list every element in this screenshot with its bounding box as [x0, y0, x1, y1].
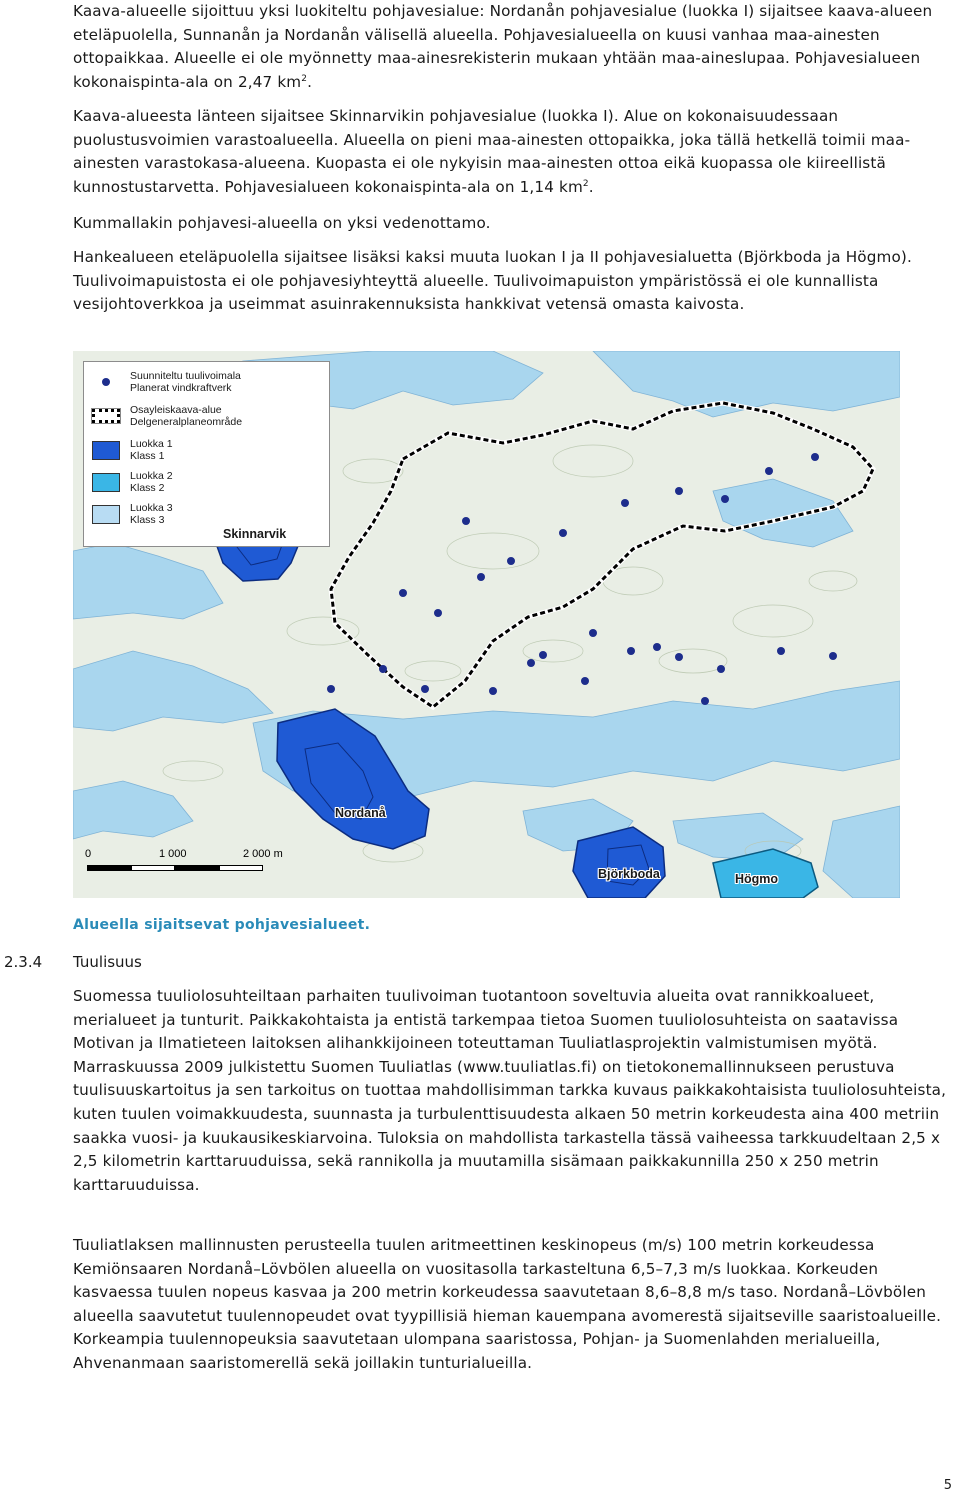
paragraph-nordana-groundwater: Kaava-alueelle sijoittuu yksi luokiteltu pohjavesialue: Nordanån pohjavesialue (luokka I) sijaitsee kaava-alueen eteläpuolella, Sunnanån ja Nordanån välisellä alueella. Pohjavesialueella on kuusi vanhaa maa-ainesten ottopaikkaa. Alueelle ei ole myönnetty maa-ainesrekisterin mukaan yhtään maa-aineslupaa. Pohjavesialueen kokonaispinta-ala on 2,47 $km^2$.: [73, 2, 933, 91]
legend-item-class3: [92, 502, 173, 526]
turbine-marker: [421, 685, 429, 693]
legend-item-class2: [92, 470, 173, 494]
paragraph-wind-conditions: Suomessa tuuliolosuhteiltaan parhaiten tuulivoiman tuotantoon soveltuvia alueita ovat rannikkoalueet, merialueet ja tunturit. Paikkakohtaista ja entistä tarkempaa tietoa Suomen tuuliolosuhteista on saatavissa Motivan ja Ilmatieteen laitoksen alihankkijoineen toteuttaman Tuuliatlasprojektin valmistumisen myötä. Marraskuussa 2009 julkistettu Suomen Tuuliatlas (www.tuuliatlas.fi) on tietokonemallinnukseen perustuva tuulisuuskartoitus ja sen tarkoitus on tuottaa mahdollisimman tarkka kuvaus paikkakohtaisista tuuliolosuhteista, kuten tuulen voimakkuudesta, suunnasta ja turbulenttisuudesta alkaen 50 metrin korkeudesta aina 400 metriin saakka vuosi- ja kuukausikeskiarvoina. Tuloksia on mahdollista tarkastella tässä vaiheessa tarkkuudeltaan 2,5 x 2,5 kilometrin karttaruuduissa, sekä rannikolla ja muutamilla sisämaan paikkakunnilla 250 x 250 metrin karttaruuduissa.: [73, 987, 947, 1194]
turbine-marker: [589, 629, 597, 637]
section-title: Tuulisuus: [73, 953, 142, 971]
scale-bar: [83, 848, 303, 888]
turbine-marker: [627, 647, 635, 655]
legend-boundary-fi: Osayleiskaava-alue: [130, 404, 222, 416]
legend-turbine-sv: Planerat vindkraftverk: [130, 382, 232, 394]
scale-label-mid: 1 000: [159, 848, 187, 860]
legend-turbine-fi: Suunniteltu tuulivoimala: [130, 370, 241, 382]
turbine-marker: [327, 685, 335, 693]
turbine-marker: [675, 487, 683, 495]
turbine-marker: [507, 557, 515, 565]
turbine-marker: [765, 467, 773, 475]
turbine-dot-icon: [92, 378, 120, 386]
scale-label-zero: 0: [85, 848, 92, 860]
legend-class1-fi: Luokka 1: [130, 438, 173, 450]
place-label-skinnarvik: Skinnarvik: [223, 527, 287, 541]
turbine-marker: [653, 643, 661, 651]
figure-caption: Alueella sijaitsevat pohjavesialueet.: [73, 917, 371, 933]
turbine-marker: [675, 653, 683, 661]
turbine-marker: [379, 665, 387, 673]
boundary-dashed-icon: [92, 409, 120, 423]
turbine-marker: [539, 651, 547, 659]
legend-item-boundary: [92, 404, 242, 428]
place-label-bjorkboda: Björkboda: [598, 867, 660, 881]
groundwater-map: [73, 351, 900, 898]
turbine-marker: [489, 687, 497, 695]
turbine-marker: [477, 573, 485, 581]
paragraph-wind-atlas-results: Tuuliatlaksen mallinnusten perusteella tuulen aritmeettinen keskinopeus (m/s) 100 metrin korkeudessa Kemiönsaaren Nordanå–Lövbölen alueella on vuositasolla tarkasteltuna 6,5–7,3 m/s luokkaa. Korkeuden kasvaessa tuulen nopeus kasvaa ja 200 metrin korkeudessa saavutetaan 8,6–8,8 m/s taso. Nordanå–Lövbölen alueella saavutetut tuulennopeudet ovat tyypillisiä hieman kauempana avomerestä sijaitseville saaristoalueille. Korkeampia tuulennopeuksia saavutetaan ulompana saaristossa, Pohjan- ja Suomenlahden merialueilla, Ahvenanmaan saaristomerellä sekä joillakin tunturialueilla.: [73, 1236, 942, 1372]
turbine-marker: [777, 647, 785, 655]
turbine-marker: [399, 589, 407, 597]
legend-class3-sv: Klass 3: [130, 514, 165, 526]
paragraph-water-intakes: Kummallakin pohjavesi-alueella on yksi vedenottamo.: [73, 214, 491, 232]
turbine-marker: [434, 609, 442, 617]
legend-class3-fi: Luokka 3: [130, 502, 173, 514]
turbine-marker: [717, 665, 725, 673]
place-label-hogmo: Högmo: [735, 872, 779, 886]
turbine-marker: [721, 495, 729, 503]
section-number: 2.3.4: [4, 953, 43, 971]
turbine-marker: [527, 659, 535, 667]
turbine-marker: [581, 677, 589, 685]
class3-swatch-icon: [92, 505, 120, 524]
turbine-marker: [621, 499, 629, 507]
turbine-marker: [829, 652, 837, 660]
turbine-marker: [811, 453, 819, 461]
paragraph-skinnarvik-groundwater: Kaava-alueesta länteen sijaitsee Skinnarvikin pohjavesialue (luokka I). Alue on kokonaisuudessaan puolustusvoimien varastoalueella. Alueella on pieni maa-ainesten ottopaikka, joka tällä hetkellä toimii maa-ainesten varastokasa-alueena. Kuopasta ei ole nykyisin maa-ainesten ottoa eikä kuopassa ole kiireellistä kunnostustarvetta. Pohjavesialueen kokonaispinta-ala on 1,14 $km^2$.: [73, 107, 911, 196]
section-heading: [4, 951, 142, 973]
legend-boundary-sv: Delgeneralplaneområde: [130, 416, 243, 428]
paragraph-other-groundwater-areas: Hankealueen eteläpuolella sijaitsee lisäksi kaksi muuta luokan I ja II pohjavesialuetta (Björkboda ja Högmo). Tuulivoimapuistosta ei ole pohjavesiyhteyttä alueelle. Tuulivoimapuiston ympäristössä ei ole kunnallista vesijohtoverkkoa ja useimmat asuinrakennuksista hankkivat vetensä omasta kaivosta.: [73, 248, 912, 314]
turbine-marker: [559, 529, 567, 537]
map-legend: [83, 361, 330, 547]
scale-label-end: 2 000 m: [243, 848, 283, 860]
class2-swatch-icon: [92, 473, 120, 492]
legend-class1-sv: Klass 1: [130, 450, 165, 462]
page-number: 5: [943, 1478, 952, 1493]
legend-class2-sv: Klass 2: [130, 482, 165, 494]
turbine-marker: [701, 697, 709, 705]
class1-swatch-icon: [92, 441, 120, 460]
legend-item-turbine: [92, 370, 241, 394]
place-label-nordana: Nordanå: [335, 806, 386, 820]
legend-class2-fi: Luokka 2: [130, 470, 173, 482]
legend-item-class1: [92, 438, 173, 462]
turbine-marker: [462, 517, 470, 525]
